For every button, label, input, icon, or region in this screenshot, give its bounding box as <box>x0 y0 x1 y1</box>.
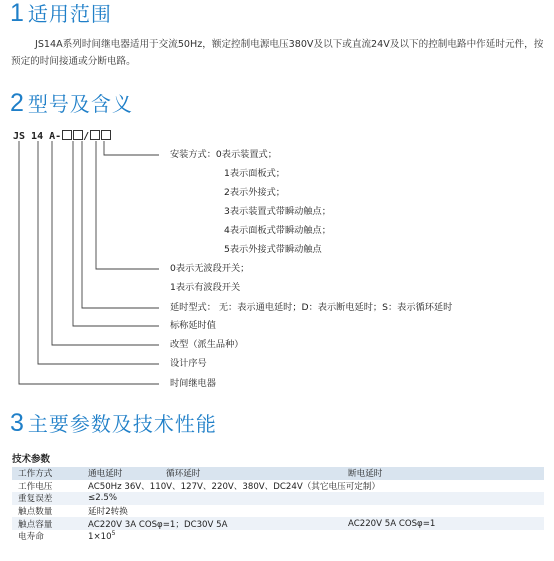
param-value: AC50Hz 36V、110V、127V、220V、380V、DC24V（其它电压可定制） <box>82 480 544 493</box>
label-time-relay: 时间继电器 <box>170 378 216 389</box>
label-install-2: 2表示外接式； <box>224 187 285 198</box>
label-variant: 改型（派生品种） <box>170 339 244 350</box>
label-band-1: 1表示有波段开关 <box>170 282 241 293</box>
param-value: ≤2.5% <box>82 492 544 505</box>
leader-design <box>38 141 159 364</box>
life-base: 1×10 <box>88 532 112 543</box>
leader-relay <box>19 141 159 384</box>
param-key: 触点数量 <box>12 505 82 518</box>
label-rated-delay: 标称延时值 <box>170 320 216 331</box>
param-value: AC220V 3A COSφ=1；DC30V 5A <box>82 517 342 530</box>
param-value: 延时2转换 <box>82 505 544 518</box>
label-band-0: 0表示无波段开关； <box>170 263 250 274</box>
life-exponent: 5 <box>111 530 116 538</box>
section-number: 3 <box>10 409 24 437</box>
table-row <box>12 517 544 530</box>
leader-variant <box>52 141 159 345</box>
intro-paragraph: JS14A系列时间继电器适用于交流50Hz，额定控制电源电压380V及以下或直流24V及以下的控制电路中作延时元件，按预定的时间接通或分断电路。 <box>11 39 544 67</box>
model-slash: / <box>83 131 90 142</box>
table-row <box>12 467 544 480</box>
leader-band <box>96 141 159 269</box>
param-key: 电寿命 <box>12 530 82 543</box>
table-row <box>12 480 544 493</box>
label-install-3: 3表示装置式带瞬动触点； <box>224 206 331 217</box>
param-key: 工作方式 <box>12 467 82 480</box>
param-key: 触点容量 <box>12 517 82 530</box>
section-title: 适用范围 <box>27 2 112 26</box>
table-row <box>12 492 544 505</box>
label-install-4: 4表示面板式带瞬动触点； <box>224 225 331 236</box>
section-title: 型号及含义 <box>27 92 133 116</box>
model-prefix: JS 14 A- <box>13 131 62 142</box>
label-install-5: 5表示外接式带瞬动触点 <box>224 244 322 255</box>
params-table <box>12 467 544 543</box>
leader-rated <box>73 141 159 326</box>
param-value: 断电延时 <box>342 467 544 480</box>
label-install-1: 1表示面板式； <box>224 168 285 179</box>
label-delay-type: 延时型式： 无：表示通电延时；D：表示断电延时；S：表示循环延时 <box>170 302 453 313</box>
table-row <box>12 530 544 543</box>
param-value: AC220V 5A COSφ=1 <box>342 517 544 530</box>
section-number: 2 <box>10 89 24 117</box>
param-key: 重复误差 <box>12 492 82 505</box>
param-key: 工作电压 <box>12 480 82 493</box>
params-table-title: 技术参数 <box>12 454 51 465</box>
param-value: 通电延时 <box>82 467 160 480</box>
section-title: 主要参数及技术性能 <box>27 412 217 436</box>
label-install: 安装方式：0表示装置式； <box>170 149 277 160</box>
label-design-no: 设计序号 <box>170 358 207 369</box>
table-row <box>12 505 544 518</box>
section-number: 1 <box>10 0 24 27</box>
section-heading-3 <box>10 408 217 438</box>
param-value <box>82 530 544 543</box>
leader-delay <box>82 141 159 308</box>
leader-install <box>104 141 159 155</box>
param-value: 循环延时 <box>160 467 342 480</box>
